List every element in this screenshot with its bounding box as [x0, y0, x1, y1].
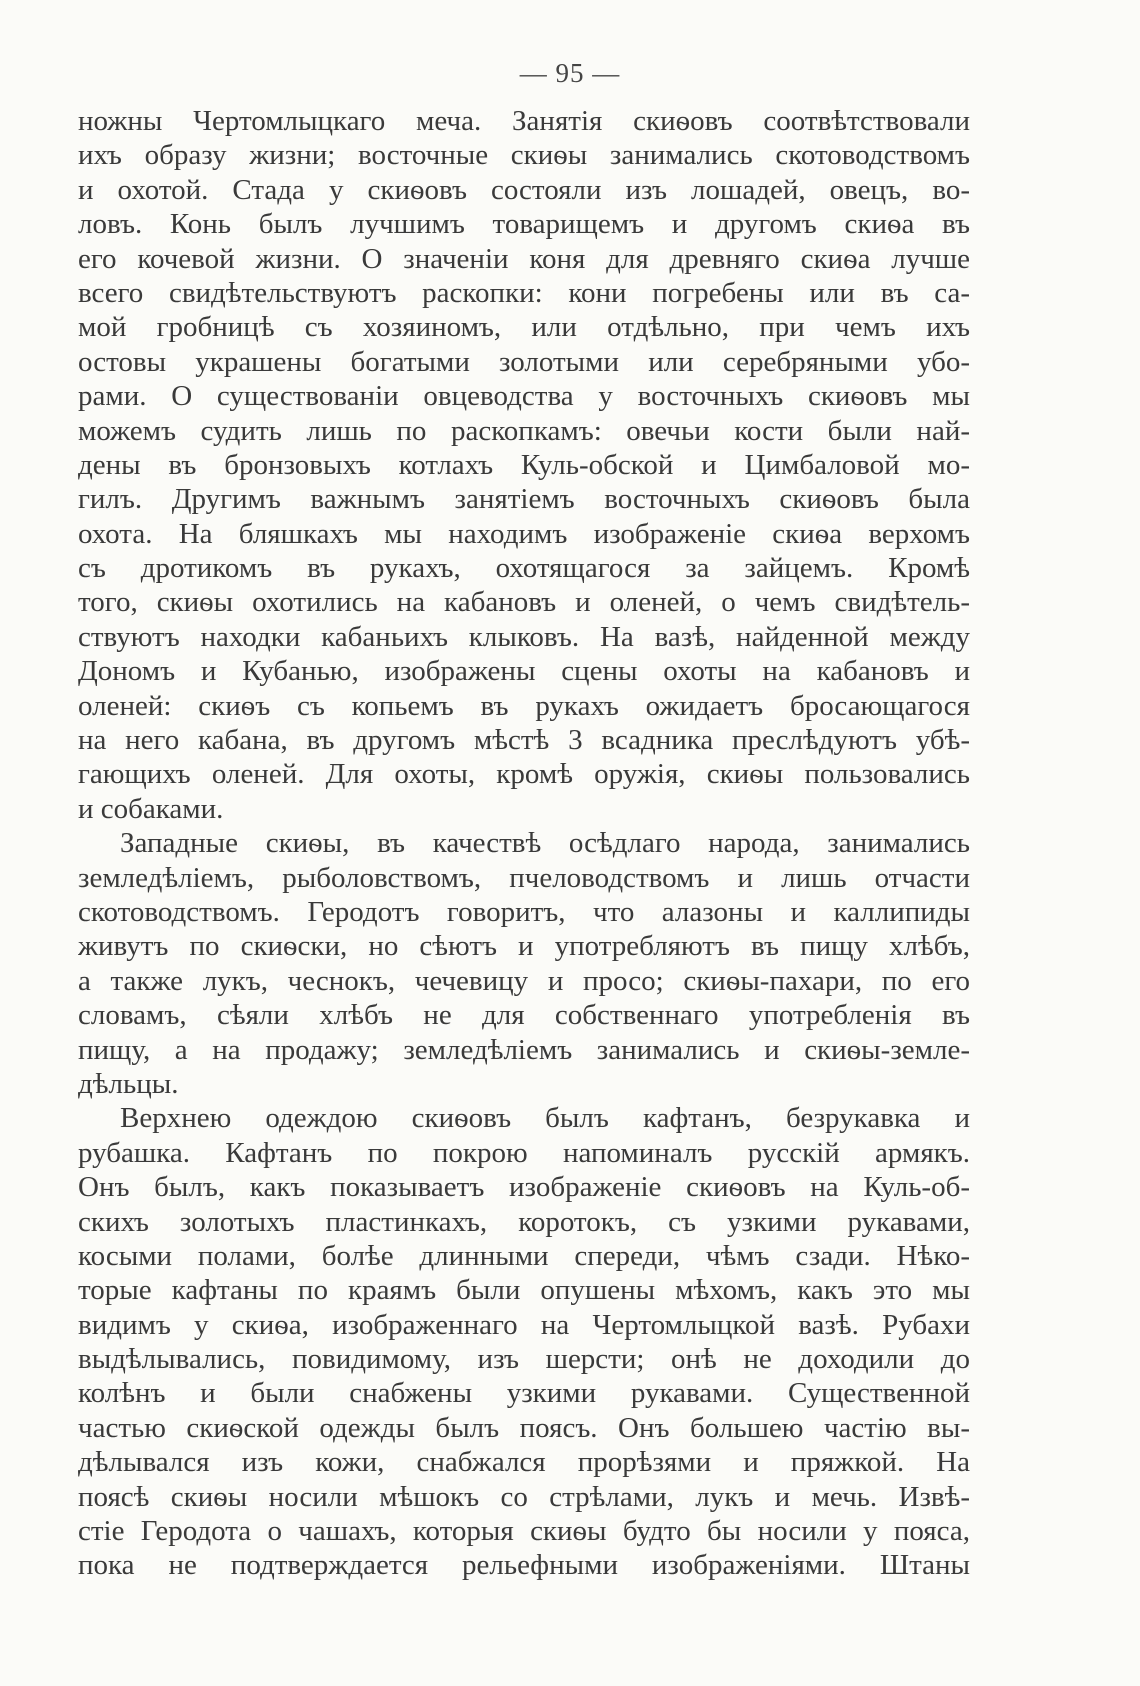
- text-line: торые кафтаны по краямъ были опушены мѣхомъ, какъ это мы: [78, 1274, 970, 1307]
- body-text: [78, 104, 970, 1583]
- paragraph: [78, 1101, 970, 1582]
- text-line: остовы украшены богатыми золотыми или серебряными убо-: [78, 345, 970, 378]
- text-line: земледѣліемъ, рыболовствомъ, пчеловодствомъ и лишь отчасти: [78, 861, 970, 894]
- text-line: скихъ золотыхъ пластинкахъ, коротокъ, съ узкими рукавами,: [78, 1205, 970, 1238]
- text-line: гилъ. Другимъ важнымъ занятіемъ восточныхъ скиѳовъ была: [78, 483, 970, 516]
- text-line: ножны Чертомлыцкаго меча. Занятія скиѳовъ соотвѣтствовали: [78, 105, 970, 137]
- text-line: охота. На бляшкахъ мы находимъ изображеніе скиѳа верхомъ: [78, 517, 970, 550]
- text-line: и собаками.: [78, 792, 224, 825]
- text-line: гающихъ оленей. Для охоты, кромѣ оружія, скиѳы пользовались: [78, 758, 970, 791]
- text-line: дѣльцы.: [78, 1067, 179, 1100]
- text-line: Онъ былъ, какъ показываетъ изображеніе скиѳовъ на Куль-об-: [78, 1171, 970, 1204]
- text-line: выдѣлывались, повидимому, изъ шерсти; онѣ не доходили до: [78, 1343, 970, 1376]
- text-line: Западные скиѳы, въ качествѣ осѣдлаго народа, занимались: [120, 827, 970, 860]
- text-line: пока не подтверждается рельефными изображеніями. Штаны: [78, 1549, 970, 1582]
- text-line: его кочевой жизни. О значеніи коня для древняго скиѳа лучше: [78, 242, 970, 275]
- text-line: частью скиѳской одежды былъ поясъ. Онъ большею частію вы-: [78, 1411, 970, 1444]
- paragraph: [78, 104, 970, 826]
- text-line: Дономъ и Кубанью, изображены сцены охоты на кабановъ и: [78, 655, 970, 688]
- text-line: ствуютъ находки кабаньихъ клыковъ. На вазѣ, найденной между: [78, 620, 970, 653]
- text-line: всего свидѣтельствуютъ раскопки: кони погребены или въ са-: [78, 276, 970, 309]
- text-line: того, скиѳы охотились на кабановъ и оленей, о чемъ свидѣтель-: [78, 586, 970, 619]
- text-line: съ дротикомъ въ рукахъ, охотящагося за зайцемъ. Кромѣ: [78, 552, 970, 585]
- text-line: можемъ судить лишь по раскопкамъ: овечьи кости были най-: [78, 414, 970, 447]
- text-line: ихъ образу жизни; восточные скиѳы занимались скотоводствомъ: [78, 139, 970, 172]
- text-line: стіе Геродота о чашахъ, которыя скиѳы будто бы носили у пояса,: [78, 1515, 970, 1548]
- text-line: пищу, а на продажу; земледѣліемъ занимались и скиѳы-земле-: [78, 1033, 970, 1066]
- text-line: дѣлывался изъ кожи, снабжался прорѣзями и пряжкой. На: [78, 1446, 970, 1479]
- text-line: словамъ, сѣяли хлѣбъ не для собственнаго употребленія въ: [78, 999, 970, 1032]
- text-line: скотоводствомъ. Геродотъ говоритъ, что алазоны и каллипиды: [78, 895, 970, 928]
- text-line: ловъ. Конь былъ лучшимъ товарищемъ и другомъ скиѳа въ: [78, 208, 970, 241]
- text-line: косыми полами, болѣе длинными спереди, чѣмъ сзади. Нѣко-: [78, 1239, 970, 1272]
- text-line: поясѣ скиѳы носили мѣшокъ со стрѣлами, лукъ и мечь. Извѣ-: [78, 1480, 970, 1513]
- text-line: рубашка. Кафтанъ по покрою напоминалъ русскій армякъ.: [78, 1136, 970, 1169]
- text-line: на него кабана, въ другомъ мѣстѣ 3 всадника преслѣдуютъ убѣ-: [78, 724, 970, 757]
- text-line: Верхнею одеждою скиѳовъ былъ кафтанъ, безрукавка и: [120, 1102, 970, 1135]
- text-line: оленей: скиѳъ съ копьемъ въ рукахъ ожидаетъ бросающагося: [78, 689, 970, 722]
- paragraph: [78, 826, 970, 1101]
- text-line: а также лукъ, чеснокъ, чечевицу и просо; скиѳы-пахари, по его: [78, 964, 970, 997]
- page-number: — 95 —: [519, 58, 621, 88]
- text-line: живутъ по скиѳски, но сѣютъ и употребляютъ въ пищу хлѣбъ,: [78, 930, 970, 963]
- text-line: видимъ у скиѳа, изображеннаго на Чертомлыцкой вазѣ. Рубахи: [78, 1308, 970, 1341]
- text-line: рами. О существованіи овцеводства у восточныхъ скиѳовъ мы: [78, 380, 970, 413]
- text-line: колѣнъ и были снабжены узкими рукавами. Существенной: [78, 1377, 970, 1410]
- text-line: мой гробницѣ съ хозяиномъ, или отдѣльно, при чемъ ихъ: [78, 311, 970, 344]
- text-line: дены въ бронзовыхъ котлахъ Куль-обской и Цимбаловой мо-: [78, 448, 970, 481]
- text-line: и охотой. Стада у скиѳовъ состояли изъ лошадей, овецъ, во-: [78, 173, 970, 206]
